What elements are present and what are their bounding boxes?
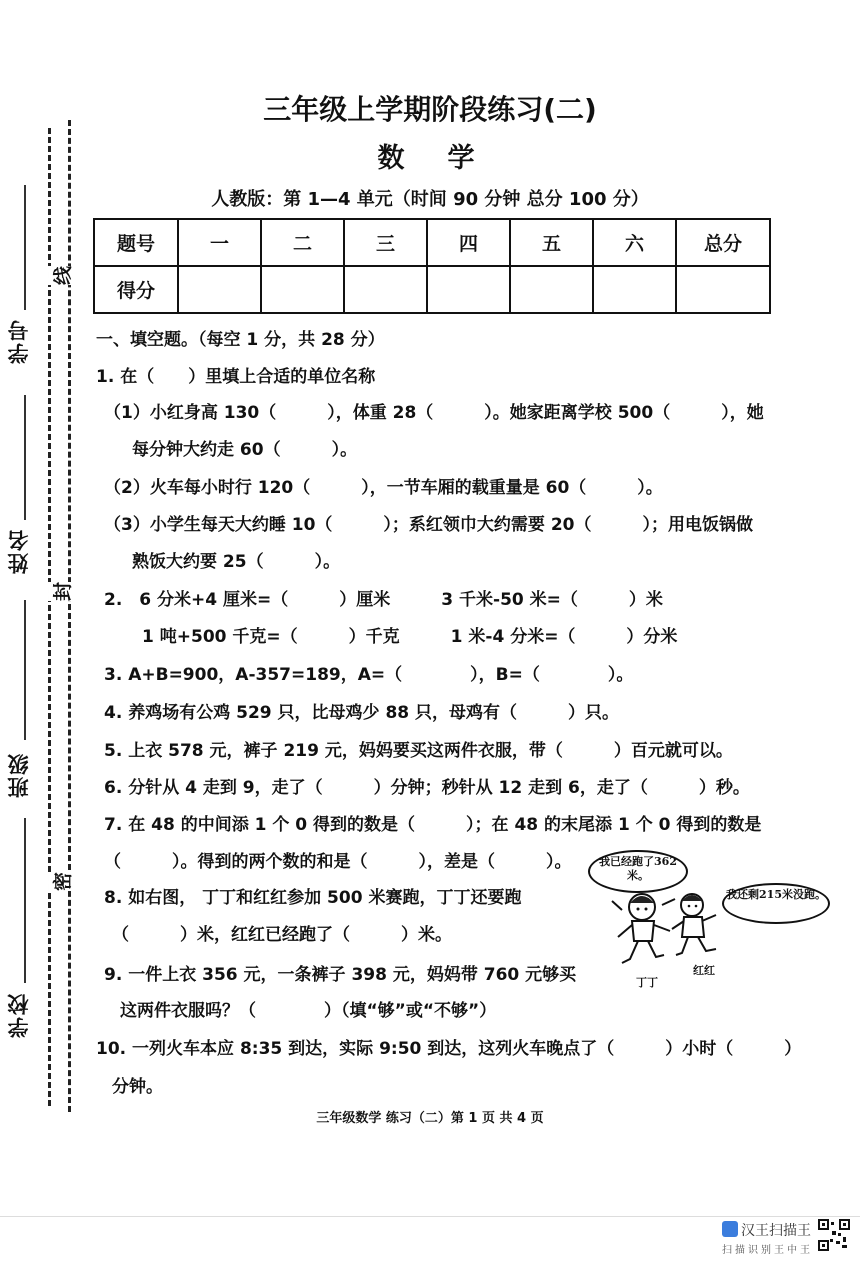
score-cell[interactable]: [510, 266, 593, 313]
question-line: 分钟。: [112, 1077, 163, 1097]
question-line: 这两件衣服吗？（ ）（填“够”或“不够”）: [120, 1001, 497, 1021]
score-cell[interactable]: [676, 266, 770, 313]
question-line: （1）小红身高 130（ ），体重 28（ ）。她家距离学校 500（ ），她: [104, 403, 764, 423]
seal-mark-seal: 封: [48, 582, 75, 601]
margin-field-name: [24, 395, 26, 520]
section-heading: 一、填空题。（每空 1 分，共 28 分）: [96, 330, 385, 350]
score-table-header-row: [94, 219, 770, 266]
hanwang-logo-icon: [722, 1221, 738, 1237]
seal-mark-secret: 密: [48, 872, 75, 891]
table-cell: 一: [178, 219, 261, 266]
question-line: （3）小学生每天大约睡 10（ ）；系红领巾大约需要 20（ ）；用电饭锅做: [104, 515, 753, 535]
watermark-slogan: 扫描识别王中王: [722, 1245, 813, 1256]
score-cell[interactable]: [178, 266, 261, 313]
speech-bubble-honghong: 我还剩215米没跑。: [722, 883, 830, 924]
qr-code-icon: [818, 1219, 850, 1251]
question-line: 熟饭大约要 25（ ）。: [132, 552, 341, 572]
question-line: 3. A+B=900，A-357=189，A=（ ），B=（ ）。: [104, 665, 634, 685]
score-cell[interactable]: [344, 266, 427, 313]
question-line: 4. 养鸡场有公鸡 529 只，比母鸡少 88 只，母鸡有（ ）只。: [104, 703, 620, 723]
table-cell: 四: [427, 219, 510, 266]
score-table-score-row: [94, 266, 770, 313]
table-cell: 五: [510, 219, 593, 266]
table-cell: 总分: [676, 219, 770, 266]
margin-label-school: 学校: [7, 992, 31, 1038]
scanner-watermark-bar: [0, 1216, 860, 1277]
table-cell: 得分: [94, 266, 178, 313]
question-line: （ ）米，红红已经跑了（ ）米。: [112, 925, 452, 945]
score-cell[interactable]: [427, 266, 510, 313]
exam-info: 人教版：第 1—4 单元（时间 90 分钟 总分 100 分）: [211, 189, 649, 210]
margin-label-student-id: 学号: [7, 318, 31, 364]
question-line: 9. 一件上衣 356 元，一条裤子 398 元，妈妈带 760 元够买: [104, 965, 577, 985]
question-line: 6. 分针从 4 走到 9，走了（ ）分钟；秒针从 12 走到 6，走了（ ）秒。: [104, 778, 750, 798]
question-line: （2）火车每小时行 120（ ），一节车厢的载重量是 60（ ）。: [104, 478, 663, 498]
table-cell: 二: [261, 219, 344, 266]
question-line: 2. 6 分米+4 厘米=（ ）厘米 3 千米-50 米=（ ）米: [104, 590, 663, 610]
question-line: 5. 上衣 578 元，裤子 219 元，妈妈要买这两件衣服，带（ ）百元就可以。: [104, 741, 733, 761]
watermark-brand: 汉王扫描王: [741, 1223, 811, 1239]
exam-title: 三年级上学期阶段练习(二): [263, 93, 597, 126]
runner-name-dingding: 丁丁: [636, 976, 658, 989]
score-cell[interactable]: [261, 266, 344, 313]
question-line: 7. 在 48 的中间添 1 个 0 得到的数是（ ）；在 48 的末尾添 1 个 0 得到的数是: [104, 815, 762, 835]
question-line: 10. 一列火车本应 8:35 到达，实际 9:50 到达，这列火车晚点了（ ）小时（ ）: [96, 1039, 802, 1059]
speech-bubble-dingding: 我已经跑了362米。: [588, 850, 688, 893]
question-line: 每分钟大约走 60（ ）。: [132, 440, 358, 460]
table-cell: 六: [593, 219, 676, 266]
page-footer: 三年级数学 练习（二）第 1 页 共 4 页: [316, 1111, 544, 1126]
runner-honghong-figure: [672, 894, 716, 955]
question-line: 1 吨+500 千克=（ ）千克 1 米-4 分米=（ ）分米: [142, 627, 678, 647]
margin-field-class: [24, 600, 26, 740]
question-line: （ ）。得到的两个数的和是（ ），差是（ ）。: [104, 852, 572, 872]
question-line: 8. 如右图， 丁丁和红红参加 500 米赛跑，丁丁还要跑: [104, 888, 522, 908]
margin-label-name: 姓名: [7, 528, 31, 574]
runner-name-honghong: 红红: [693, 964, 715, 977]
table-cell: 题号: [94, 219, 178, 266]
subject-title: 数 学: [377, 143, 483, 174]
question-line: 1. 在（ ）里填上合适的单位名称: [96, 367, 376, 387]
score-cell[interactable]: [593, 266, 676, 313]
margin-label-class: 班级: [7, 752, 31, 798]
score-table: [93, 218, 771, 314]
seal-mark-line: 线: [48, 266, 75, 285]
margin-field-school: [24, 818, 26, 983]
table-cell: 三: [344, 219, 427, 266]
